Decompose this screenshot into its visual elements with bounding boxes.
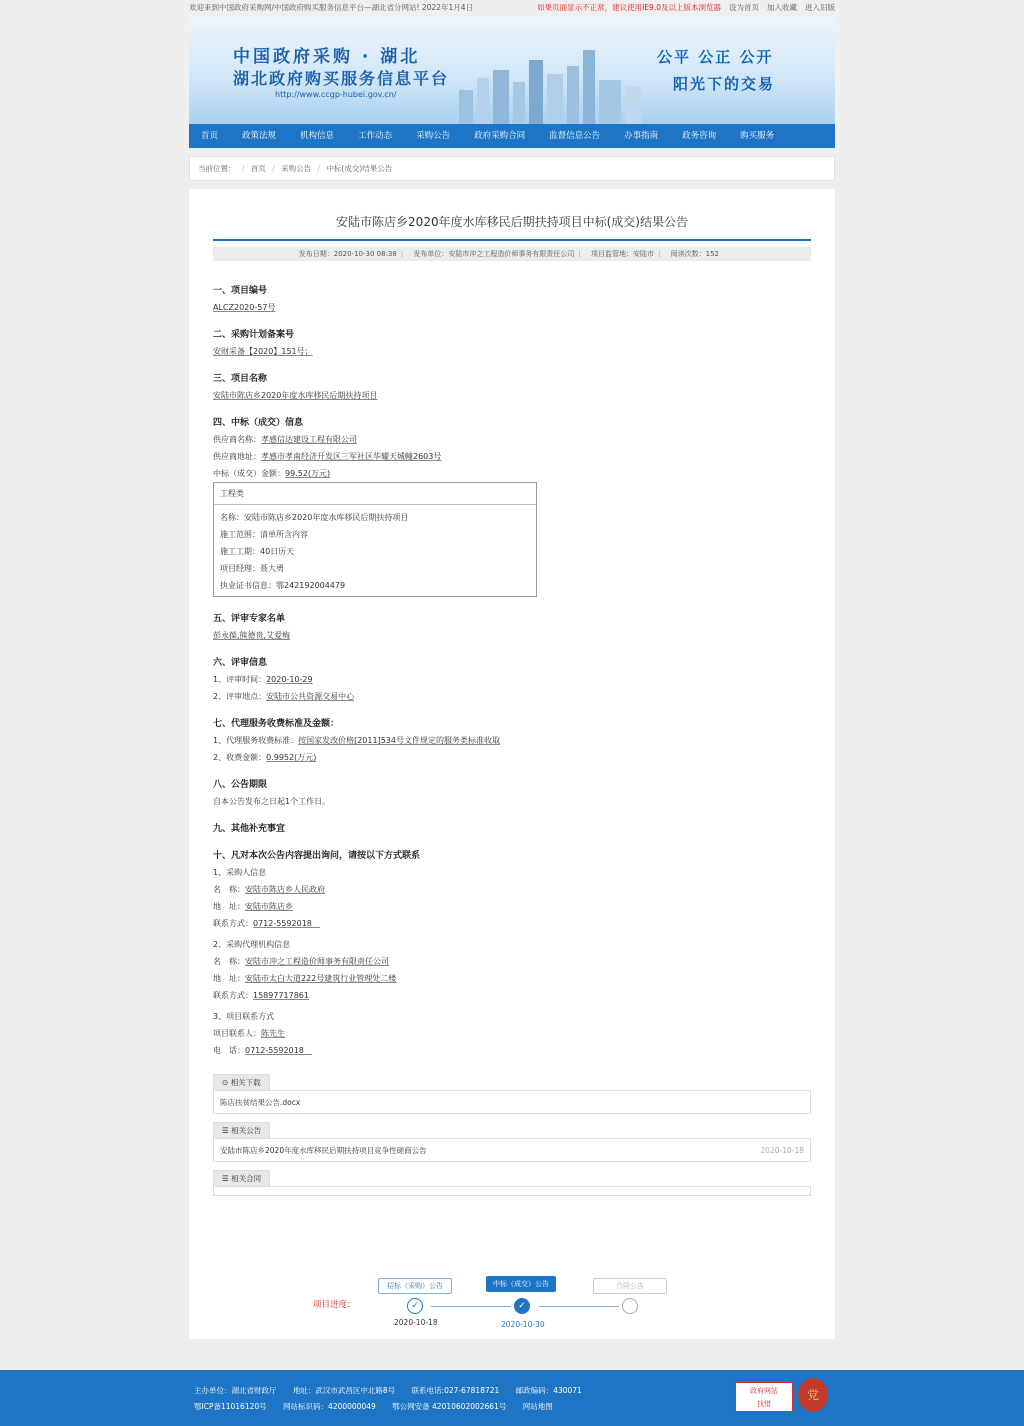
download-icon: ⊙ — [222, 1078, 229, 1087]
agent-phone: 15897717861 — [253, 991, 309, 1000]
nav-item-policy[interactable]: 政策法规 — [242, 131, 277, 141]
banner-slogan-1: 公平 公正 公开 — [657, 48, 774, 66]
notices-tab[interactable] — [213, 1122, 270, 1138]
field-label: 电 话： — [213, 1046, 245, 1055]
supplier-address-row — [213, 451, 811, 462]
related-notice-date: 2020-10-18 — [760, 1146, 804, 1155]
footer-address: 地址：武汉市武昌区中北路8号 — [292, 1386, 396, 1395]
browser-warning: 如果页面显示不正常，建议使用IE9.0及以上版本浏览器 — [537, 3, 721, 12]
footer-icp[interactable]: 鄂ICP备11016120号 — [194, 1402, 267, 1411]
buyer-name: 安陆市陈店乡人民政府 — [245, 885, 325, 894]
badge-line-1: 政府网站 — [750, 1387, 778, 1395]
downloads-body — [213, 1090, 811, 1114]
field-label: 地 址： — [213, 902, 245, 911]
step-tag-award[interactable]: 中标（成交）公告 — [486, 1276, 556, 1292]
check-icon: ✓ — [407, 1298, 423, 1314]
fee-amount: 0.9952(万元) — [266, 753, 317, 762]
related-notices-panel — [213, 1122, 811, 1162]
breadcrumb-current: 中标(成交)结果公告 — [326, 164, 393, 173]
contact-phone-row — [213, 1045, 811, 1056]
section-heading: 七、代理服务收费标准及金额： — [213, 719, 340, 729]
supplier-address: 孝感市孝南经济开发区三军社区华耀天城幢2603号 — [261, 452, 442, 461]
footer-site-id: 网站标识码：4200000049 — [283, 1402, 376, 1411]
breadcrumb-separator: / — [272, 164, 275, 173]
step-date-tender: 2020-10-18 — [394, 1318, 438, 1327]
progress-line — [431, 1306, 511, 1307]
contact-phone: 0712-5592018 — [245, 1046, 312, 1055]
related-contracts-panel — [213, 1170, 811, 1196]
agent-address: 安陆市太白大道222号建筑行业管理处二楼 — [245, 974, 397, 983]
site-banner — [189, 16, 835, 124]
nav-item-procurement[interactable]: 采购公告 — [416, 131, 451, 141]
review-time-row — [213, 674, 811, 685]
buyer-name-row — [213, 884, 811, 895]
party-org-badge[interactable]: 党 — [798, 1378, 828, 1412]
fee-standard-row — [213, 735, 811, 746]
list-icon: ☰ — [222, 1174, 229, 1183]
related-notice-link[interactable]: 安陆市陈店乡2020年度水库移民后期扶持项目竞争性磋商公告 — [220, 1146, 427, 1155]
field-label: 联系方式： — [213, 919, 253, 928]
nav-item-contracts[interactable]: 政府采购合同 — [474, 131, 526, 141]
breadcrumb-home[interactable]: 首页 — [250, 164, 266, 173]
footer-row-2 — [194, 1401, 567, 1412]
downloads-tab[interactable] — [213, 1074, 270, 1090]
agent-heading: 2、采购代理机构信息 — [213, 940, 291, 949]
project-detail-box — [213, 482, 537, 597]
downloads-tab-label: 相关下载 — [230, 1078, 261, 1087]
nav-item-services[interactable]: 购买服务 — [740, 131, 775, 141]
welcome-text: 欢迎来到中国政府采购网/中国政府购买服务信息平台—湖北省分网站! 2022年1月4日 — [189, 3, 474, 12]
notices-tab-label: 相关公告 — [231, 1126, 262, 1135]
buyer-address: 安陆市陈店乡 — [245, 902, 293, 911]
contracts-body — [213, 1186, 811, 1196]
project-name: 安陆市陈店乡2020年度水库移民后期扶持项目 — [213, 391, 378, 400]
review-time: 2020-10-29 — [266, 675, 313, 684]
footer-row-1 — [194, 1385, 596, 1396]
contact-person-row — [213, 1028, 811, 1039]
top-bar — [189, 0, 835, 16]
section-heading: 五、评审专家名单 — [213, 614, 286, 624]
breadcrumb-label: 当前位置： — [198, 164, 236, 173]
publish-date: 发布日期：2020-10-30 08:38 — [298, 250, 397, 258]
expert-list: 彭永葆,熊德贵,艾爱梅 — [213, 631, 291, 640]
section-heading: 三、项目名称 — [213, 374, 268, 384]
agent-phone-row — [213, 990, 811, 1001]
field-label: 中标（成交）金额： — [213, 469, 285, 478]
nav-item-guide[interactable]: 办事指南 — [624, 131, 659, 141]
box-header: 工程类 — [214, 483, 536, 505]
section-heading: 四、中标（成交）信息 — [213, 418, 304, 428]
set-homepage-link[interactable]: 设为首页 — [729, 3, 759, 12]
section-heading: 二、采购计划备案号 — [213, 330, 295, 340]
buyer-phone: 0712-5592018 — [253, 919, 320, 928]
breadcrumb-separator: / — [241, 164, 245, 173]
fee-amount-row — [213, 752, 811, 763]
city-skyline-illustration — [449, 30, 649, 124]
publisher: 发布单位：安陆市冲之工程造价师事务有限责任公司 — [413, 250, 575, 258]
agent-name: 安陆市冲之工程造价师事务有限责任公司 — [245, 957, 389, 966]
footer-sitemap[interactable]: 网站地图 — [522, 1402, 553, 1411]
progress-label: 项目进度： — [313, 1300, 356, 1310]
buyer-heading: 1、采购人信息 — [213, 868, 267, 877]
progress-line — [539, 1306, 619, 1307]
banner-title-sub: 湖北政府购买服务信息平台 — [233, 69, 450, 88]
project-progress — [189, 1274, 835, 1344]
box-row: 施工范围：清单所含内容 — [220, 530, 308, 539]
buyer-phone-row — [213, 918, 811, 929]
field-label: 联系方式： — [213, 991, 253, 1000]
nav-item-supervision[interactable]: 监督信息公告 — [549, 131, 601, 141]
download-file-link[interactable]: 陈店扶贫结果公告.docx — [220, 1098, 301, 1107]
badge-line-2: 找错 — [757, 1400, 771, 1408]
nav-item-news[interactable]: 工作动态 — [358, 131, 393, 141]
nav-item-home[interactable]: 首页 — [201, 131, 219, 141]
nav-item-consult[interactable]: 政务咨询 — [682, 131, 717, 141]
field-label: 名 称： — [213, 885, 245, 894]
breadcrumb-procurement[interactable]: 采购公告 — [281, 164, 312, 173]
contracts-tab[interactable] — [213, 1170, 270, 1186]
supplier-name: 孝感信达建设工程有限公司 — [261, 435, 357, 444]
article-title: 安陆市陈店乡2020年度水库移民后期扶持项目中标(成交)结果公告 — [336, 215, 688, 229]
nav-item-agency[interactable]: 机构信息 — [300, 131, 335, 141]
section-heading: 十、凡对本次公告内容提出询问，请按以下方式联系 — [213, 851, 421, 861]
step-date-award: 2020-10-30 — [501, 1320, 545, 1329]
section-heading: 一、项目编号 — [213, 286, 268, 296]
breadcrumb — [189, 156, 835, 181]
footer-host: 主办单位：湖北省财政厅 — [194, 1386, 277, 1395]
field-label: 1、评审时间： — [213, 675, 267, 684]
pending-circle-icon — [622, 1298, 638, 1314]
agent-name-row — [213, 956, 811, 967]
article-meta: 发布日期：2020-10-30 08:38 | 发布单位：安陆市冲之工程造价师事务有限责任公司 | 项目监管地：安陆市 | 阅读次数：152 — [213, 247, 811, 261]
field-label: 地 址： — [213, 974, 245, 983]
section-heading: 九、其他补充事宜 — [213, 824, 286, 834]
site-footer — [0, 1370, 1024, 1426]
field-label: 供应商地址： — [213, 452, 261, 461]
add-favorite-link[interactable]: 加入收藏 — [767, 3, 797, 12]
box-row: 执业证书信息：鄂242192004479 — [220, 581, 346, 590]
field-label: 2、收费金额： — [213, 753, 267, 762]
list-icon: ☰ — [222, 1126, 229, 1135]
footer-police[interactable]: 鄂公网安备 42010602002661号 — [392, 1402, 507, 1411]
step-tag-tender[interactable]: 招标（采购）公告 — [378, 1278, 452, 1294]
downloads-panel — [213, 1074, 811, 1114]
check-icon: ✓ — [514, 1298, 530, 1314]
award-amount-row — [213, 468, 811, 479]
notices-body — [213, 1138, 811, 1162]
article-container — [189, 189, 835, 1339]
gov-site-error-badge[interactable] — [735, 1382, 793, 1412]
banner-url: http://www.ccgp-hubei.gov.cn/ — [275, 90, 397, 99]
review-place: 安陆市公共资源交易中心 — [266, 692, 355, 701]
title-divider — [213, 239, 811, 241]
banner-title-main: 中国政府采购 · 湖北 — [233, 47, 421, 67]
field-label: 2、评审地点： — [213, 692, 267, 701]
banner-slogan-2: 阳光下的交易 — [673, 75, 776, 93]
supervisor: 项目监管地：安陆市 — [591, 250, 655, 258]
section-heading: 六、评审信息 — [213, 658, 268, 668]
breadcrumb-separator: / — [317, 164, 321, 173]
main-nav — [189, 124, 835, 148]
section-heading: 八、公告期限 — [213, 780, 268, 790]
notice-period: 自本公告发布之日起1个工作日。 — [213, 797, 331, 806]
contracts-tab-label: 相关合同 — [231, 1174, 262, 1183]
footer-phone: 联系电话:027-67818721 — [411, 1386, 500, 1395]
contact-person: 陈先生 — [261, 1029, 285, 1038]
box-row: 施工工期：40日历天 — [220, 547, 295, 556]
box-row: 项目经理：聂大勇 — [220, 564, 284, 573]
view-count: 阅读次数：152 — [670, 250, 719, 258]
old-version-link[interactable]: 进入旧版 — [805, 3, 835, 12]
buyer-address-row — [213, 901, 811, 912]
field-label: 名 称： — [213, 957, 245, 966]
fee-standard: 按国家发改价格[2011]534号文件规定的服务类标准收取 — [298, 736, 500, 745]
footer-zip: 邮政编码：430071 — [515, 1386, 582, 1395]
field-label: 供应商名称： — [213, 435, 261, 444]
review-place-row — [213, 691, 811, 702]
contact-heading: 3、项目联系方式 — [213, 1012, 275, 1021]
field-label: 1、代理服务收费标准： — [213, 736, 299, 745]
award-amount: 99.52(万元) — [285, 469, 331, 478]
field-label: 项目联系人： — [213, 1029, 261, 1038]
step-tag-contract[interactable]: 合同公告 — [593, 1278, 667, 1294]
supplier-name-row — [213, 434, 811, 445]
plan-number: 安财采备【2020】151号； — [213, 347, 313, 356]
project-number: ALCZ2020-57号 — [213, 303, 276, 312]
box-row: 名称：安陆市陈店乡2020年度水库移民后期扶持项目 — [220, 513, 409, 522]
agent-address-row — [213, 973, 811, 984]
